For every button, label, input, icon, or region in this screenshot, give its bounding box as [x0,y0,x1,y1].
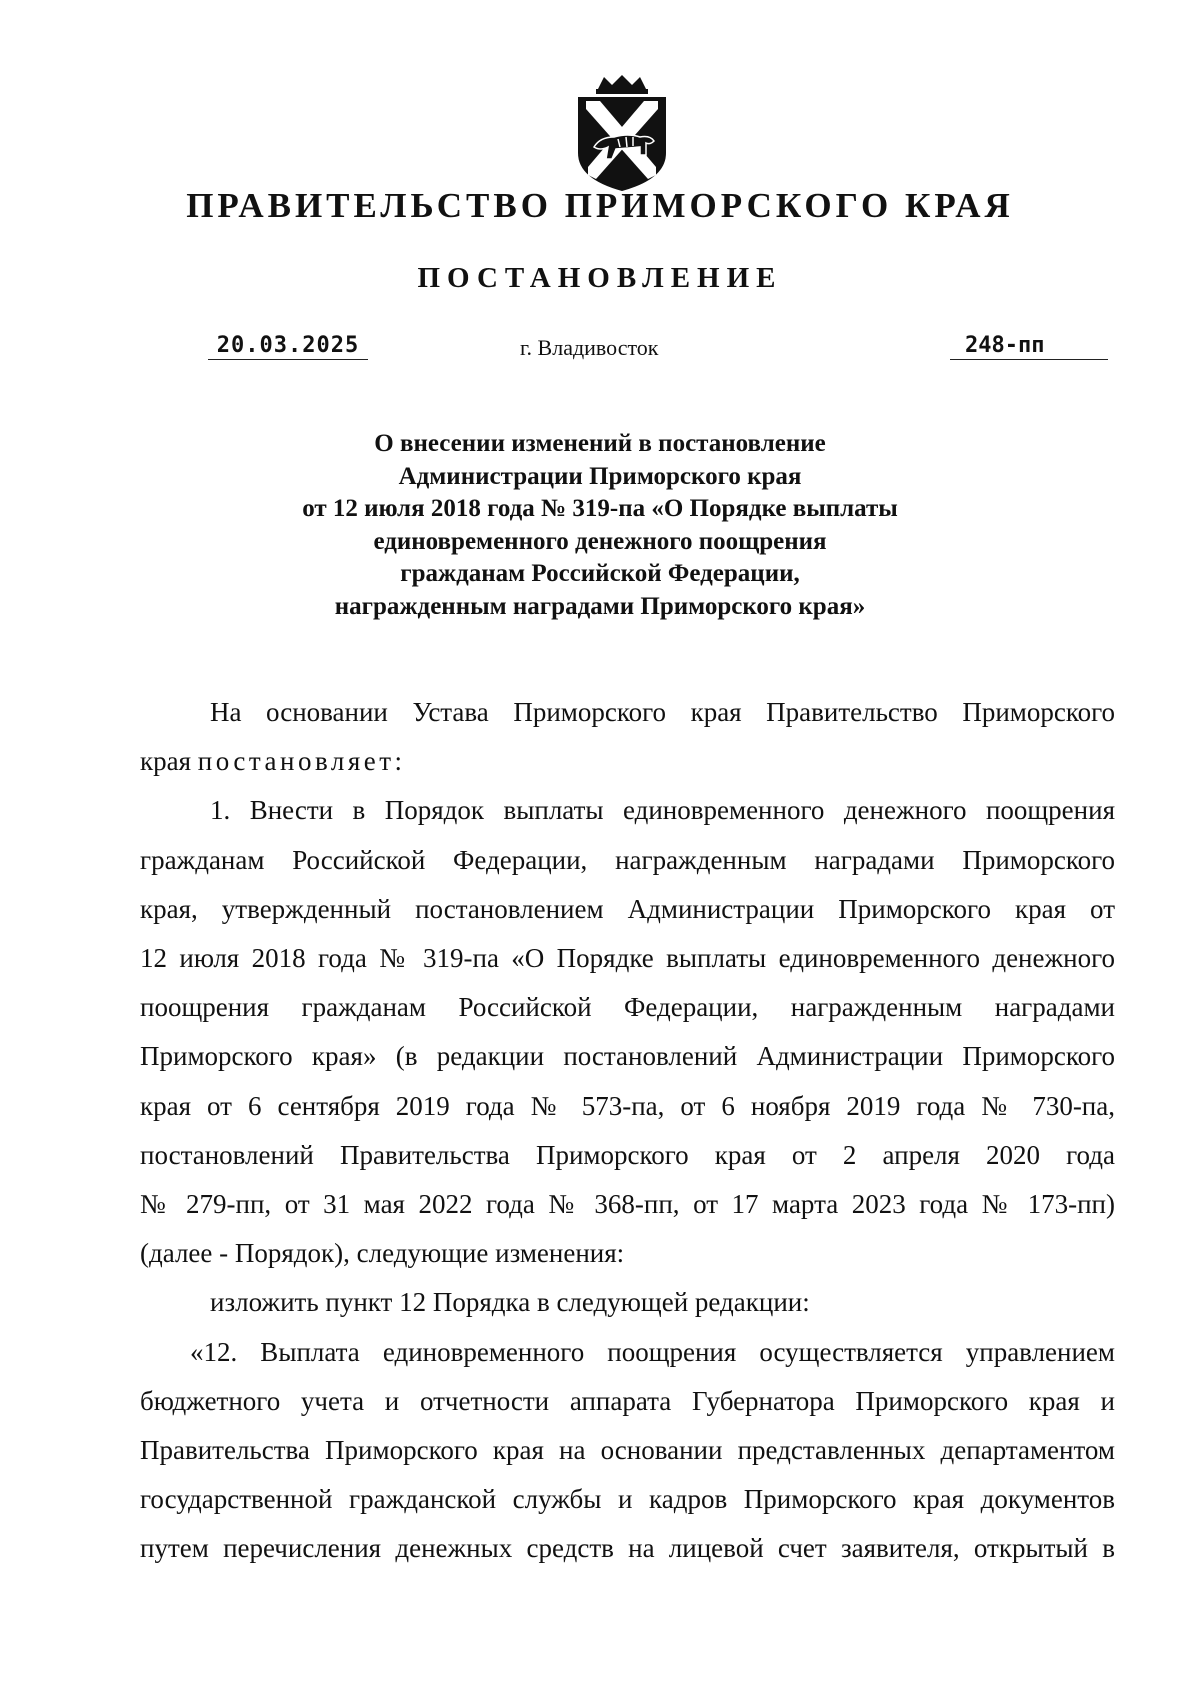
item1-line: (далее - Порядок), следующие изменения: [140,1238,625,1269]
government-title: ПРАВИТЕЛЬСТВО ПРИМОРСКОГО КРАЯ [186,186,1014,225]
item1-line: № 279-пп, от 31 мая 2022 года № 368-пп, от 17 марта 2023 года № 173-пп) [140,1189,1115,1220]
point12-line: государственной гражданской службы и кадров Приморского края документов [140,1484,1115,1515]
document-date: 20.03.2025 [208,333,368,360]
item1-line: края от 6 сентября 2019 года № 573-па, от 6 ноября 2019 года № 730-па, [140,1090,1115,1121]
resolves-word: постановляет: [197,746,406,777]
coat-of-arms-icon [570,75,674,195]
point12-line: путем перечисления денежных средств на лицевой счет заявителя, открытый в [140,1533,1115,1564]
point12-line: бюджетного учета и отчетности аппарата Губернатора Приморского края и [140,1385,1115,1416]
subject-line: О внесении изменений в постановление [374,430,826,457]
intro-prefix: края [140,746,198,777]
item1-line: Приморского края» (в редакции постановлений Администрации Приморского [140,1041,1115,1072]
item1-line: постановлений Правительства Приморского края от 2 апреля 2020 года [140,1139,1115,1170]
subject-line: Администрации Приморского края [398,462,802,490]
item1-line: поощрения гражданам Российской Федерации, награжденным наградами [140,992,1115,1023]
document-subject [150,428,1050,623]
point12-line: Правительства Приморского края на основании представленных департаментом [140,1435,1115,1466]
subject-line: гражданам Российской Федерации, [400,560,800,587]
item1-line: гражданам Российской Федерации, награжденным наградами Приморского [140,844,1115,875]
item1-line: 1. Внести в Порядок выплаты единовременного денежного поощрения [210,795,1115,826]
document-type: ПОСТАНОВЛЕНИЕ [417,262,783,294]
intro-line: На основании Устава Приморского края Правительство Приморского [210,697,1115,727]
subject-line: единовременного денежного поощрения [373,527,827,555]
instruction-line: изложить пункт 12 Порядка в следующей редакции: [210,1287,810,1318]
intro-resolution [140,737,1115,786]
document-city: г. Владивосток [520,335,659,360]
subject-line: от 12 июля 2018 года № 319-па «О Порядке выплаты [302,495,898,522]
item1-line: края, утвержденный постановлением Администрации Приморского края от [140,893,1115,924]
item1-line: 12 июля 2018 года № 319-па «О Порядке выплаты единовременного денежного [140,943,1115,974]
document-meta [0,333,1200,373]
document-number: 248-пп [950,333,1108,360]
document-body [140,688,1115,1574]
point12-line: «12. Выплата единовременного поощрения осуществляется управлением [190,1336,1115,1367]
subject-line: награжденным наградами Приморского края» [334,592,866,620]
